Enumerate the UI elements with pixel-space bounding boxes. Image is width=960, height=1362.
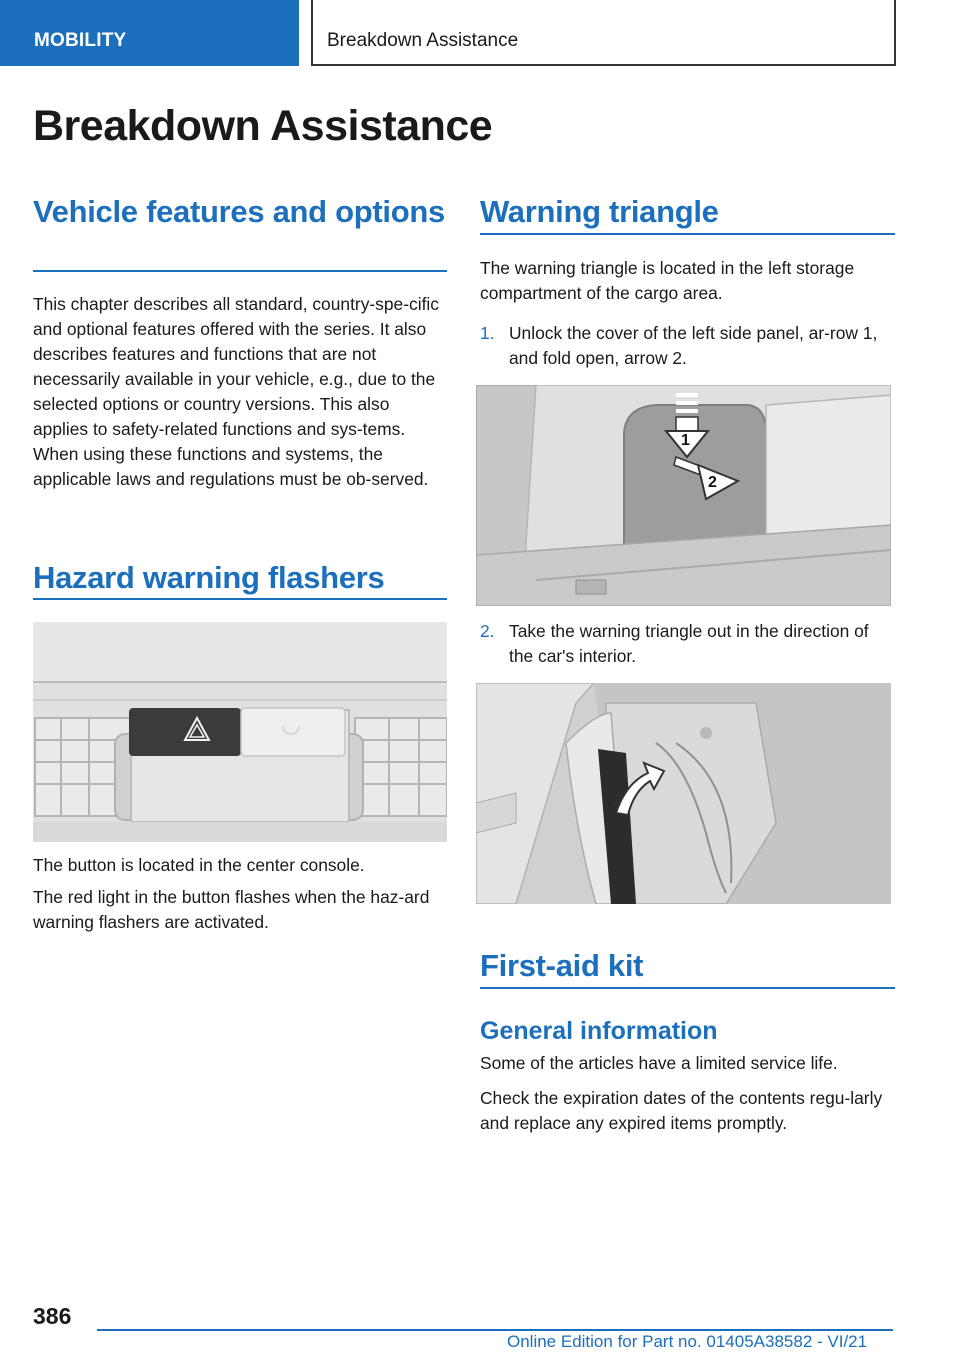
section-tab: MOBILITY [0,0,299,66]
svg-text:2: 2 [708,474,717,491]
hazard-light-text: The red light in the button flashes when the haz-ard warning flashers are activated. [33,887,430,932]
hazard-location-text: The button is located in the center console. [33,855,365,875]
features-rule [33,270,447,272]
triangle-heading: Warning triangle [480,194,719,229]
page-header [0,0,960,66]
edition-footer: Online Edition for Part no. 01405A38582 - VI/21 [507,1332,868,1351]
svg-text:1: 1 [681,432,690,449]
firstaid-rule [480,987,895,989]
firstaid-heading: First-aid kit [480,948,644,983]
step-text: Unlock the cover of the left side panel, ar-row 1, and fold open, arrow 2. [509,323,878,368]
triangle-compartment-illustration [476,683,891,904]
triangle-removal-figure [476,683,891,904]
features-heading: Vehicle features and options [33,194,445,229]
cargo-panel-illustration [476,385,891,606]
triangle-step-1 [480,321,895,373]
footer-rule [97,1329,893,1331]
hazard-rule [33,598,447,600]
step-number: 1. [480,323,495,343]
chapter-tab: Breakdown Assistance [311,0,896,66]
features-body: This chapter describes all standard, country-spe-cific and optional features offered with the series. It also describes features and functions that are not necessarily available in your vehicle, e.g., due to the selected options or country versions. This also applies to safety-related functions and sys-tems. When using these functions and systems, the applicable laws and regulations must be ob-served. [33,294,439,489]
triangle-rule [480,233,895,235]
page-title: Breakdown Assistance [33,102,493,150]
hazard-button-figure [33,622,447,842]
general-info-subheading: General information [480,1017,718,1045]
hazard-console-illustration [33,622,447,842]
hazard-heading: Hazard warning flashers [33,560,385,595]
step-number: 2. [480,621,495,641]
page-number: 386 [33,1303,72,1329]
firstaid-service-life-text: Some of the articles have a limited service life. [480,1053,838,1073]
triangle-step-2 [480,619,895,671]
triangle-intro: The warning triangle is located in the left storage compartment of the cargo area. [480,258,855,303]
left-panel-figure [476,385,891,606]
firstaid-expiration-text: Check the expiration dates of the contents regu-larly and replace any expired items promptly. [480,1088,883,1133]
step-text: Take the warning triangle out in the direction of the car's interior. [509,621,869,666]
